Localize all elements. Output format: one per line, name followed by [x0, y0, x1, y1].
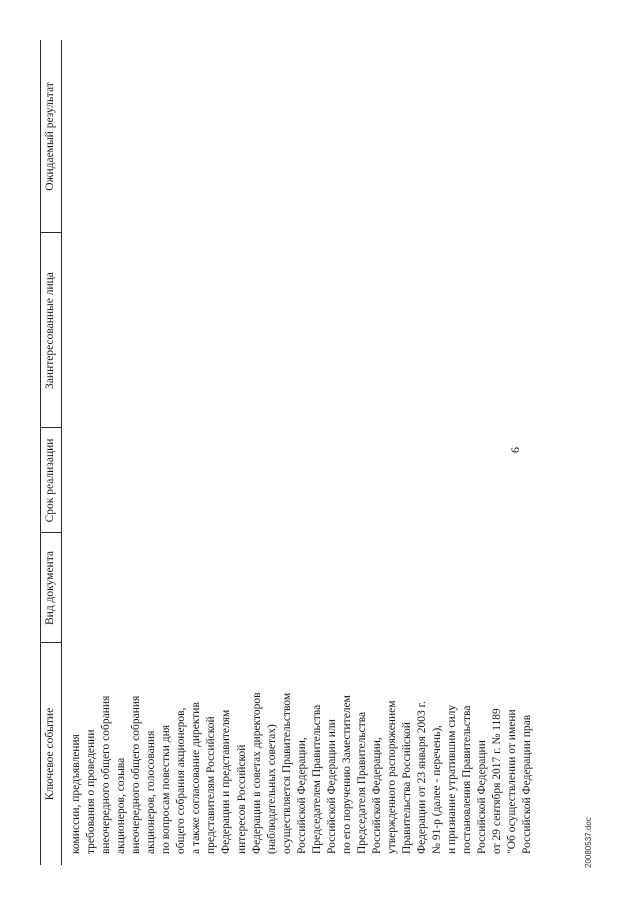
- key-event-line: Российской Федерации прав: [521, 714, 534, 854]
- key-event-line: и признание утратившим силу: [446, 704, 459, 854]
- key-event-line: Федерации и представителям: [220, 709, 233, 854]
- rotated-table: [40, 40, 560, 865]
- key-event-line: акционеров, голосования: [145, 730, 158, 854]
- key-event-line: Председателя Правительства: [355, 711, 368, 854]
- key-event-line: Российской Федерации,: [370, 737, 383, 854]
- key-event-line: представителям Российской: [205, 716, 218, 854]
- key-event-line: по его поручению Заместителем: [340, 695, 353, 854]
- key-event-line: № 91-р (далее - перечень),: [431, 724, 444, 854]
- header-stakeholders: Заинтересованные лица: [44, 272, 56, 389]
- key-event-line: (наблюдательных советах): [265, 724, 278, 854]
- key-event-line: от 29 сентября 2017 г. № 1189: [491, 708, 504, 854]
- key-event-line: "Об осуществлении от имени: [506, 709, 519, 854]
- key-event-line: Правительства Российской: [401, 722, 414, 854]
- key-event-line: Российской Федерации,: [295, 737, 308, 854]
- header-implementation-period: Срок реализации: [44, 438, 56, 523]
- key-event-line: постановления Правительства: [461, 705, 474, 854]
- key-event-line: а также согласование директив: [190, 702, 203, 854]
- key-event-line: внеочередного общего собрания: [100, 695, 113, 854]
- key-event-line: утвержденного распоряжением: [385, 700, 398, 854]
- key-event-line: Федерации от 23 января 2003 г.: [416, 701, 429, 854]
- key-event-line: Федерации в советах директоров: [250, 692, 263, 854]
- key-event-line: Председателем Правительства: [310, 704, 323, 854]
- key-event-line: интересов Российской: [235, 744, 248, 854]
- key-event-line: внеочередного общего собрания: [130, 695, 143, 854]
- footer-filename: 20080537.doc: [584, 817, 593, 868]
- header-key-event: Ключевое событие: [44, 707, 56, 801]
- key-event-line: требования о проведении: [85, 729, 98, 854]
- key-event-line: Российской Федерации: [476, 740, 489, 854]
- table-header-bottom-border: [61, 40, 62, 865]
- key-event-line: по вопросам повестки дня: [160, 724, 173, 854]
- key-event-line: Российской Федерации или: [325, 719, 338, 854]
- key-event-line: осуществляется Правительством: [280, 692, 293, 854]
- page-number: 6: [508, 447, 522, 453]
- key-event-line: комиссии, предъявления: [70, 734, 82, 854]
- header-document-type: Вид документа: [44, 551, 56, 625]
- header-expected-result: Ожидаемый результат: [44, 82, 56, 191]
- key-event-text: [69, 654, 535, 854]
- key-event-line: акционеров, созыва: [115, 757, 128, 854]
- key-event-line: общего собрания акционеров,: [175, 707, 188, 854]
